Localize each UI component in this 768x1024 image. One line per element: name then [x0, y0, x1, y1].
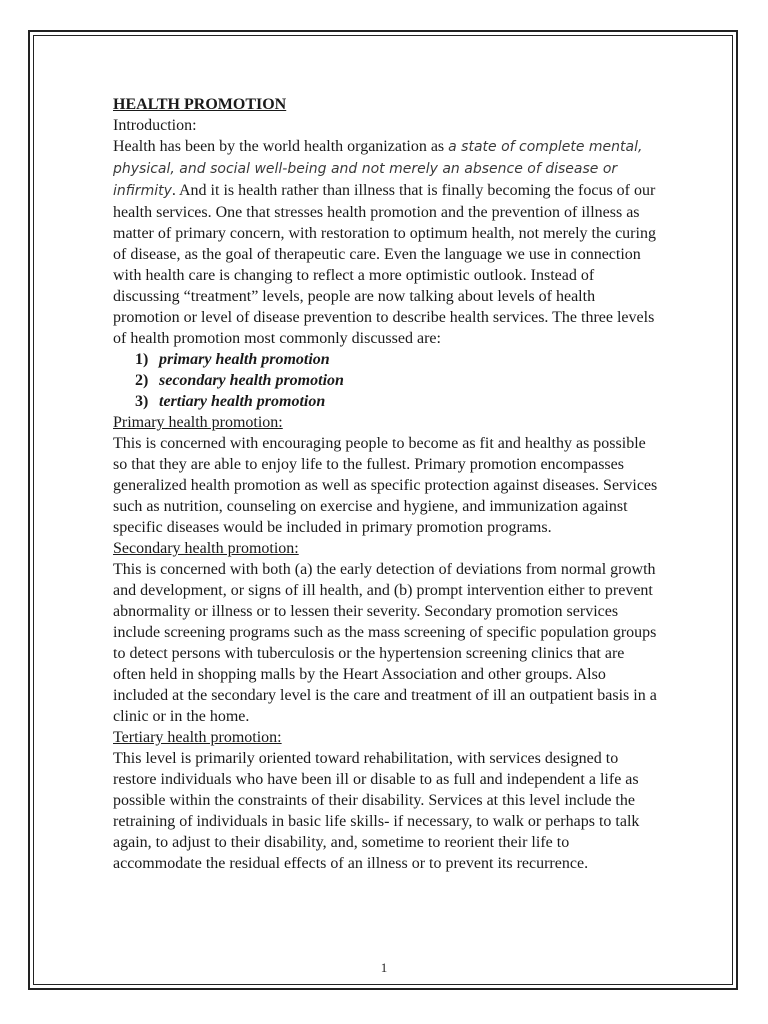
- levels-list: [113, 349, 661, 412]
- list-item: [113, 391, 661, 412]
- document-body: [113, 94, 661, 874]
- section-body-tertiary: This level is primarily oriented toward rehabilitation, with services designed to restore individuals who have been ill or disable to as full and independent a life as possible within the constraints of their disability. Services at this level include the retraining of individuals in basic life skills- if necessary, to walk or perhaps to talk again, to adjust to their disability, and, sometime to reorient their life to accommodate the residual effects of an illness or to prevent its recurrence.: [113, 750, 640, 872]
- section-heading-secondary: Secondary health promotion:: [113, 540, 299, 557]
- list-item: [113, 370, 661, 391]
- list-number: 2): [135, 372, 149, 389]
- list-number: 1): [135, 351, 149, 368]
- list-text: tertiary health promotion: [159, 393, 326, 410]
- intro-rest: . And it is health rather than illness that is finally becoming the focus of our health services. One that stresses health promotion and the prevention of illness as matter of primary concern, with restoration to optimum health, not merely the curing of disease, as the goal of therapeutic care. Even the language we use in connection with health care is changing to reflect a more optimistic outlook. Instead of discussing “treatment” levels, people are now talking about levels of health promotion or level of disease prevention to describe health services. The three levels of health promotion most commonly discussed are:: [113, 182, 656, 347]
- intro-label: Introduction:: [113, 117, 197, 134]
- intro-paragraph: [113, 136, 661, 349]
- list-text: secondary health promotion: [159, 372, 344, 389]
- list-item: [113, 349, 661, 370]
- list-number: 3): [135, 393, 149, 410]
- section-body-secondary: This is concerned with both (a) the early detection of deviations from normal growth and development, or signs of ill health, and (b) prompt intervention either to prevent abnormality or illness or to lessen their severity. Secondary promotion services include screening programs such as the mass screening of specific population groups to detect persons with tuberculosis or the hypertension screening clinics that are often held in shopping malls by the Heart Association and other groups. Also included at the secondary level is the care and treatment of ill an outpatient basis in a clinic or in the home.: [113, 561, 657, 725]
- who-definition: a state of complete mental, physical, and social well-being and not merely an absence of disease or infirmity: [113, 139, 643, 199]
- intro-lead: Health has been by the world health organization as: [113, 138, 449, 155]
- section-heading-primary: Primary health promotion:: [113, 414, 283, 431]
- section-body-primary: This is concerned with encouraging people to become as fit and healthy as possible so that they are able to enjoy life to the fullest. Primary promotion encompasses generalized health promotion as well as specific protection against diseases. Services such as nutrition, counseling on exercise and hygiene, and immunization against specific diseases would be included in primary promotion programs.: [113, 435, 658, 536]
- list-text: primary health promotion: [159, 351, 330, 368]
- page-number: 1: [380, 960, 388, 975]
- document-title: HEALTH PROMOTION: [113, 96, 287, 113]
- section-heading-tertiary: Tertiary health promotion:: [113, 729, 282, 746]
